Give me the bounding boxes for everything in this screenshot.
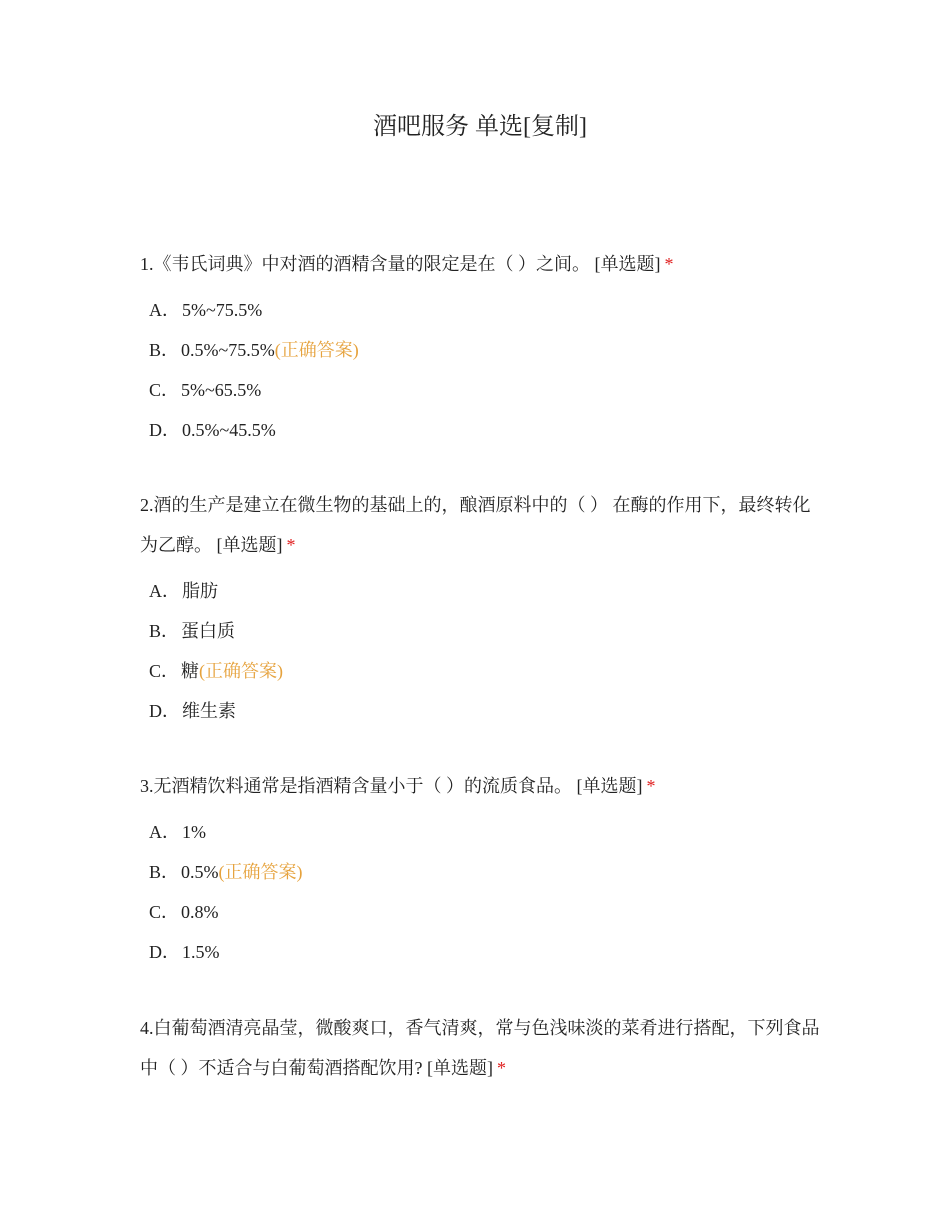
- required-star: *: [646, 776, 656, 796]
- question-number: 2.: [140, 495, 154, 515]
- option-letter: D．: [149, 942, 180, 962]
- option-text: 5%~75.5%: [182, 300, 263, 320]
- option-a[interactable]: [140, 812, 820, 852]
- option-c[interactable]: [140, 370, 820, 410]
- option-text: 1%: [182, 822, 206, 842]
- correct-answer-label: (正确答案): [274, 340, 359, 360]
- option-c[interactable]: [140, 651, 820, 691]
- question-stem: 《韦氏词典》中对酒的酒精含量的限定是在（ ）之间。: [153, 254, 590, 274]
- option-text: 0.5%~75.5%: [181, 340, 275, 360]
- question-type-label: [单选题]: [427, 1058, 493, 1078]
- question-type-label: [单选题]: [216, 535, 283, 555]
- option-letter: D．: [149, 420, 180, 440]
- option-d[interactable]: [140, 410, 820, 450]
- option-letter: D．: [149, 701, 180, 721]
- option-b[interactable]: [140, 852, 820, 892]
- question-4: [140, 1008, 820, 1088]
- option-text: 5%~65.5%: [181, 380, 262, 400]
- option-letter: C．: [149, 661, 180, 681]
- question-number: 4.: [140, 1018, 154, 1038]
- question-1: [140, 244, 820, 450]
- option-text: 1.5%: [182, 942, 220, 962]
- option-text: 蛋白质: [181, 621, 236, 641]
- question-stem: 无酒精饮料通常是指酒精含量小于（ ）的流质食品。: [153, 776, 572, 796]
- option-letter: B．: [149, 621, 180, 641]
- option-letter: B．: [149, 340, 180, 360]
- option-list: [140, 571, 820, 731]
- question-stem: 酒的生产是建立在微生物的基础上的，酿酒原料中的（ ） 在酶的作用下，最终转化为乙醇。: [140, 495, 811, 555]
- option-text: 糖: [181, 661, 200, 681]
- option-letter: A．: [149, 581, 180, 601]
- question-text: [140, 1008, 820, 1088]
- option-a[interactable]: [140, 571, 820, 611]
- question-3: [140, 766, 820, 972]
- option-text: 维生素: [182, 701, 236, 721]
- question-number: 3.: [140, 776, 154, 796]
- option-a[interactable]: [140, 290, 820, 330]
- page-title: 酒吧服务 单选[复制]: [373, 114, 587, 140]
- option-c[interactable]: [140, 892, 820, 932]
- question-text: [140, 244, 820, 284]
- correct-answer-label: (正确答案): [199, 661, 284, 681]
- question-text: [140, 485, 820, 565]
- option-list: [140, 812, 820, 972]
- option-letter: A．: [149, 822, 180, 842]
- correct-answer-label: (正确答案): [218, 862, 303, 882]
- option-letter: B．: [149, 862, 180, 882]
- question-text: [140, 766, 820, 806]
- option-list: [140, 290, 820, 450]
- question-type-label: [单选题]: [594, 254, 661, 274]
- option-text: 0.5%~45.5%: [182, 420, 276, 440]
- required-star: *: [286, 535, 296, 555]
- option-text: 0.8%: [181, 902, 219, 922]
- option-letter: C．: [149, 902, 180, 922]
- option-letter: A．: [149, 300, 180, 320]
- question-number: 1.: [140, 254, 154, 274]
- option-d[interactable]: [140, 691, 820, 731]
- question-2: [140, 485, 820, 731]
- question-stem: 白葡萄酒清亮晶莹，微酸爽口，香气清爽，常与色浅味淡的菜肴进行搭配，下列食品中（ ）不适合与白葡萄酒搭配饮用?: [140, 1018, 820, 1078]
- option-letter: C．: [149, 380, 180, 400]
- option-text: 脂肪: [182, 581, 218, 601]
- required-star: *: [497, 1058, 506, 1078]
- option-d[interactable]: [140, 932, 820, 972]
- option-text: 0.5%: [181, 862, 219, 882]
- required-star: *: [664, 254, 674, 274]
- option-b[interactable]: [140, 611, 820, 651]
- question-type-label: [单选题]: [576, 776, 643, 796]
- option-b[interactable]: [140, 330, 820, 370]
